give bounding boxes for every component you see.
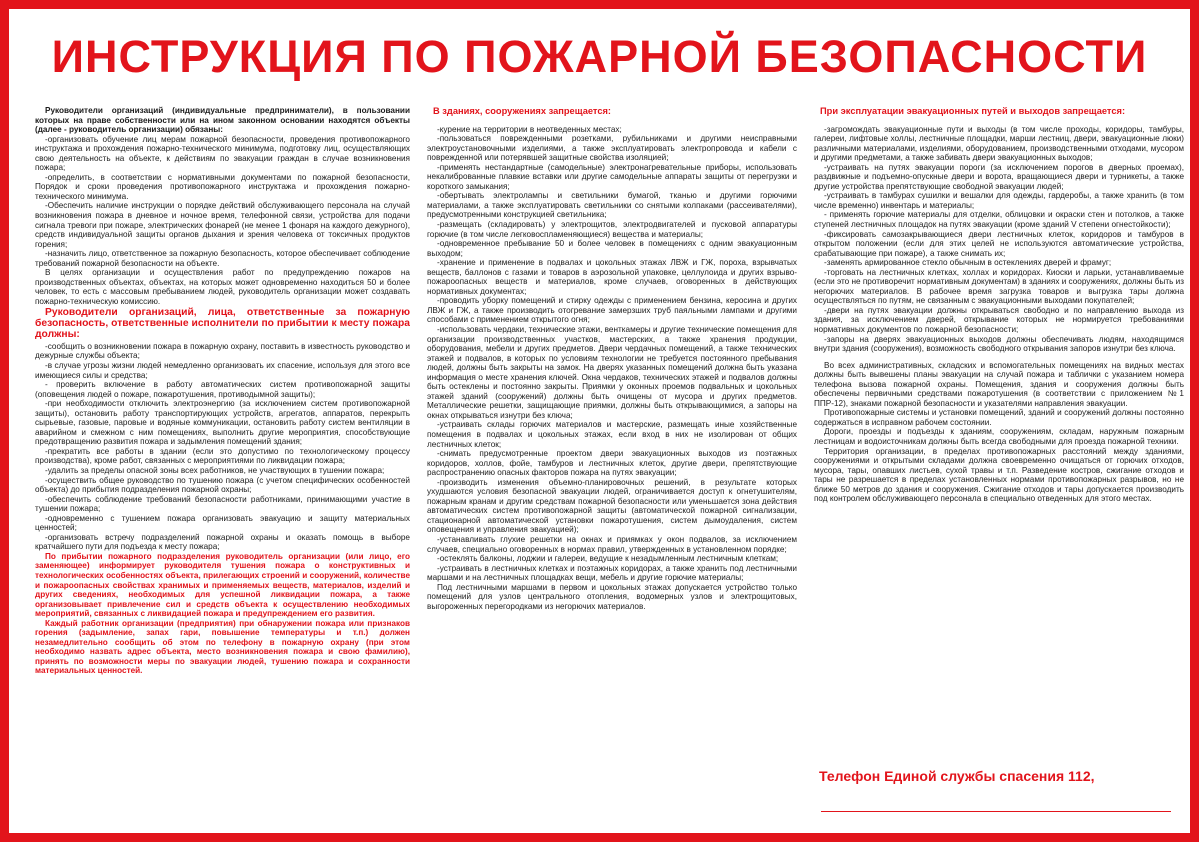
evacuation-item: -запоры на дверях эвакуационных выходов должны обеспечивать людям, находящимся внутри здания (сооружения), возможность свободного открывания запоров изнутри без ключа. xyxy=(814,334,1184,354)
arrival-item: -в случае угрозы жизни людей немедленно организовать их спасение, используя для этого все имеющиеся силы и средства; xyxy=(35,360,410,380)
arrival-item: -обеспечить соблюдение требований безопасности работниками, принимающими участие в тушении пожара; xyxy=(35,494,410,514)
intro-paragraph: Руководители организаций (индивидуальные предприниматели), в пользовании которых на праве собственности или на ином законном основании находятся объекты (далее - руководитель организации) обязаны: xyxy=(35,106,410,135)
arrival-item: -осуществить общее руководство по тушению пожара (с учетом специфических особенностей объекта) до прибытия подразделения пожарной охраны; xyxy=(35,475,410,495)
arrival-item: -прекратить все работы в здании (если это допустимо по технологическому процессу производства), кроме работ, связанных с мероприятиями по ликвидации пожара; xyxy=(35,446,410,466)
phone-number-blank-line xyxy=(821,811,1171,812)
prohibition-item: -устанавливать глухие решетки на окнах и приямках у окон подвалов, за исключением случаев, специально оговоренных в нормах правил, утвержденных в установленном порядке; xyxy=(427,535,797,554)
arrival-item: -при необходимости отключить электроэнергию (за исключением систем противопожарной защиты), остановить работу транспортирующих устройств, агрегатов, аппаратов, перекрыть сырьевые, газовые, паровые и водяные коммуникации, остановить работу систем вентиляции в аварийном и смежном с ним помещениях, выполнить другие мероприятия, способствующие предотвращению развития пожара и задымления помещений здания; xyxy=(35,399,410,447)
column-building-prohibitions xyxy=(427,106,797,796)
evacuation-item: -загромождать эвакуационные пути и выходы (в том числе проходы, коридоры, тамбуры, галереи, лифтовые холлы, лестничные площадки, марши лестниц, двери, эвакуационные люки) различными материалами, изделиями, оборудованием, производственными отходами, мусором и другими предметами, а также забивать двери эвакуационных выходов; xyxy=(814,124,1184,163)
prohibition-item: Под лестничными маршами в первом и цокольных этажах допускается устройство только помещений для узлов центрального отопления, водомерных узлов и электрощитовых, выгороженных перегородками из негорючих материалов. xyxy=(427,582,797,611)
prohibition-item: -проводить уборку помещений и стирку одежды с применением бензина, керосина и других ЛВЖ и ГЖ, а также производить отогревание замерзших труб паяльными лампами и другими способами с применением открытого огня; xyxy=(427,296,797,325)
prohibition-item: -обертывать электролампы и светильники бумагой, тканью и другими горючими материалами, а также эксплуатировать светильники со снятыми колпаками (рассеивателями), предусмотренными конструкцией светильника; xyxy=(427,191,797,220)
prohibition-item: -производить изменения объемно-планировочных решений, в результате которых ухудшаются условия безопасной эвакуации людей, ограничивается доступ к огнетушителям, пожарным кранам и другим средствам пожарной безопасности или уменьшается зона действия автоматических систем противопожарной защиты (автоматической пожарной сигнализации, стационарной автоматической установки пожаротушения, систем дымоудаления, систем оповещения и управления эвакуацией); xyxy=(427,477,797,535)
prohibition-item: -хранение и применение в подвалах и цокольных этажах ЛВЖ и ГЖ, пороха, взрывчатых веществ, баллонов с газами и товаров в аэрозольной упаковке, целлулоида и других взрыво-пожароопасных веществ и материалов, кроме случаев, оговоренных в действующих нормативных документах; xyxy=(427,258,797,296)
arrival-item: - проверить включение в работу автоматических систем противопожарной защиты (оповещения людей о пожаре, пожаротушения, противодымной защиты); xyxy=(35,380,410,399)
duty-item: -назначить лицо, ответственное за пожарную безопасность, которое обеспечивает соблюдение требований пожарной безопасности на объекте. xyxy=(35,249,410,268)
arrival-item: -сообщить о возникновении пожара в пожарную охрану, поставить в известность руководство и дежурные службы объекта; xyxy=(35,341,410,361)
evacuation-item: -устраивать в тамбурах сушилки и вешалки для одежды, гардеробы, а также хранить (в том числе временно) инвентарь и материалы; xyxy=(814,191,1184,210)
page-title: ИНСТРУКЦИЯ ПО ПОЖАРНОЙ БЕЗОПАСНОСТИ xyxy=(51,31,1148,82)
evacuation-item: - применять горючие материалы для отделки, облицовки и окраски стен и потолков, а также ступеней лестничных площадок на путях эвакуации (кроме зданий V степени огнестойкости); xyxy=(814,210,1184,229)
evacuation-item: -фиксировать самозакрывающиеся двери лестничных клеток, коридоров и тамбуров в открытом положении (если для этих целей не используются автоматические устройства, срабатывающие при пожаре), а также снимать их; xyxy=(814,229,1184,258)
duty-item: -определить, в соответствии с нормативными документами по пожарной безопасности, Порядок и сроки проведения противопожарного инструктажа и прохождения пожарно-технического минимума. xyxy=(35,172,410,201)
general-paragraph: Во всех административных, складских и вспомогательных помещениях на видных местах должны быть вывешены планы эвакуации на случай пожара и таблички с указанием номера телефона вызова пожарной охраны. Помещения, здания и сооружения должны быть обеспечены первичными средствами пожаротушения (в соответствии с приложением №1 ППР-12), знаками пожарной безопасности и указателями направления эвакуации. xyxy=(814,360,1184,408)
evacuation-prohibitions-heading: При эксплуатации эвакуационных путей и выходов запрещается: xyxy=(820,106,1126,116)
arrival-item: -удалить за пределы опасной зоны всех работников, не участвующих в тушении пожара; xyxy=(45,465,385,475)
column-managers-duties xyxy=(35,106,410,826)
fire-brigade-arrival-paragraph: По прибытии пожарного подразделения руководитель организации (или лицо, его заменяющее) информирует руководителя тушения пожара о конструктивных и технологических особенностях объекта, прилегающих строений и сооружений, количестве и пожароопасных свойствах хранимых и применяемых веществ, материалов, изделий и других сведениях, необходимых для успешной ликвидации пожара, а также организовывает привлечение сил и средств объекта к осуществлению необходимых мероприятий, связанных с ликвидацией пожара и предупреждением его развития. xyxy=(35,551,410,619)
evacuation-item: -торговать на лестничных клетках, холлах и коридорах. Киоски и ларьки, устанавливаемые (если это не противоречит нормативным документам) в зданиях и сооружениях, должны быть из негорючих материалов. В рабочее время загрузка товаров и выгрузка тары должна осуществляться по путям, не связанным с эвакуационными выходами покупателей; xyxy=(814,267,1184,306)
arrival-item: -организовать встречу подразделений пожарной охраны и оказать помощь в выборе кратчайшего пути для подъезда к месту пожара; xyxy=(35,532,410,552)
prohibition-item: -применять нестандартные (самодельные) электронагревательные приборы, использовать некалиброванные плавкие вставки или другие самодельные аппараты защиты от перегрузки и короткого замыкания; xyxy=(427,162,797,191)
evacuation-item: -устраивать на путях эвакуации пороги (за исключением порогов в дверных проемах), раздвижные и подъемно-опускные двери и ворота, вращающиеся двери и турникеты, а также другие устройства препятствующие свободной эвакуации людей; xyxy=(814,162,1184,191)
building-prohibitions-heading: В зданиях, сооружениях запрещается: xyxy=(433,106,612,116)
prohibition-item: -снимать предусмотренные проектом двери эвакуационных выходов из поэтажных коридоров, холлов, фойе, тамбуров и лестничных клеток, другие двери, препятствующие распространению опасных факторов пожара на путях эвакуации; xyxy=(427,449,797,478)
column-evacuation-prohibitions xyxy=(814,106,1184,681)
general-paragraph: Противопожарные системы и установки помещений, зданий и сооружений должны постоянно содержаться в исправном рабочем состоянии. xyxy=(814,408,1184,427)
duty-item: В целях организации и осуществления работ по предупреждению пожаров на производственных объектах, объектах, на которых может одновременно находиться 50 и более человек, то есть с массовым пребыванием людей, руководитель организации может создавать пожарно-техническую комиссию. xyxy=(35,268,410,306)
duty-item: -организовать обучение лиц мерам пожарной безопасности, проведения противопожарного инструктажа и прохождения пожарно-технического минимума, подготовку лиц, осуществляющих свою деятельность на объекте, к действиям по эвакуации граждан в случае возникновения пожара; xyxy=(35,134,410,173)
employee-duty-paragraph: Каждый работник организации (предприятия) при обнаружении пожара или признаков горения (задымление, запах гари, повышение температуры и т.п.) должен незамедлительно сообщить об этом по телефону в пожарную охрану (при этом необходимо назвать адрес объекта, место возникновения пожара и свою фамилию), принять по возможности меры по эвакуации людей, тушению пожара и сохранности материальных ценностей. xyxy=(35,618,410,676)
prohibition-item: -одновременное пребывание 50 и более человек в помещениях с одним эвакуационным выходом; xyxy=(427,239,797,258)
emergency-phone-label: Телефон Единой службы спасения 112, xyxy=(819,768,1095,784)
arrival-item: -одновременно с тушением пожара организовать эвакуацию и защиту материальных ценностей; xyxy=(35,513,410,533)
prohibition-item: -размещать (складировать) у электрощитов, электродвигателей и пусковой аппаратуры горючие (в том числе легковоспламеняющиеся) вещества и материалы; xyxy=(427,219,797,239)
arrival-heading: Руководители организаций, лица, ответственные за пожарную безопасность, ответственные исполнители по прибытии к месту пожара должны: xyxy=(35,307,410,341)
prohibition-item: -остеклять балконы, лоджии и галереи, ведущие к незадымленным лестничным клеткам; xyxy=(437,554,779,564)
general-paragraph: Дороги, проезды и подъезды к зданиям, сооружениям, складам, наружным пожарным лестницам и водоисточникам должны быть всегда свободными для проезда пожарной техники. xyxy=(814,427,1184,446)
prohibition-item: -устраивать в лестничных клетках и поэтажных коридорах, а также хранить под лестничными маршами и на лестничных площадках вещи, мебель и другие горючие материалы; xyxy=(427,563,797,583)
general-paragraph: Территория организации, в пределах противопожарных расстояний между зданиями, сооружениями и открытыми складами должна своевременно очищаться от горючих отходов, мусора, тары, опавших листьев, сухой травы и т.п. Разведение костров, сжигание отходов и тары не разрешается в пределах установленных нормами противопожарных разрывов, но не ближе 50 метров до здания и сооружения. Сжигание отходов и тары допускается производить под контролем обслуживающего персонала в специально отведенных для этого местах. xyxy=(814,446,1184,504)
prohibition-item: -устраивать склады горючих материалов и мастерские, размещать иные хозяйственные помещения в подвалах и цокольных этажах, если вход в них не изолирован от общих лестничных клеток; xyxy=(427,420,797,449)
evacuation-item: -двери на путях эвакуации должны открываться свободно и по направлению выхода из здания, за исключением дверей, открывание которых не нормируется требованиями нормативных документов по пожарной безопасности; xyxy=(814,305,1184,334)
duty-item: -Обеспечить наличие инструкции о порядке действий обслуживающего персонала на случай возникновения пожара в дневное и ночное время, телефонной связи, устройства для подачи сигнала тревоги при пожаре, электрических фонарей (не менее 1 фонаря на каждого дежурного), средств индивидуальной защиты органов дыхания и зрения человека от токсичных продуктов горения; xyxy=(35,201,410,249)
prohibition-item: -курение на территории в неотведенных местах; xyxy=(437,124,622,134)
evacuation-item: -заменять армированное стекло обычным в остеклениях дверей и фрамуг; xyxy=(824,258,1112,268)
prohibition-item: -пользоваться поврежденными розетками, рубильниками и другими неисправными электроустановочными изделиями, а также эксплуатировать электропровода и кабели с поврежденной или потерявшей защитные свойства изоляцией; xyxy=(427,134,797,163)
prohibition-item: -использовать чердаки, технические этажи, венткамеры и другие технические помещения для организации производственных участков, мастерских, а также хранения продукции, оборудования, мебели и других предметов. Двери чердачных помещений, а также технических этажей и подвалов, в которых по условиям технологии не требуется постоянного пребывания людей, должны быть закрыты на замок. На дверях указанных помещений должна быть указана информация о месте хранения ключей. Окна чердаков, технических этажей и подвалов должны быть остеклены и постоянно закрыты. Приямки у оконных проемов подвальных и цокольных этажей зданий (сооружений) должны быть очищены от мусора и других предметов. Металлические решетки, защищающие приямки, должны быть открывающимися, а запоры на окнах открываться изнутри без ключа; xyxy=(427,324,797,420)
